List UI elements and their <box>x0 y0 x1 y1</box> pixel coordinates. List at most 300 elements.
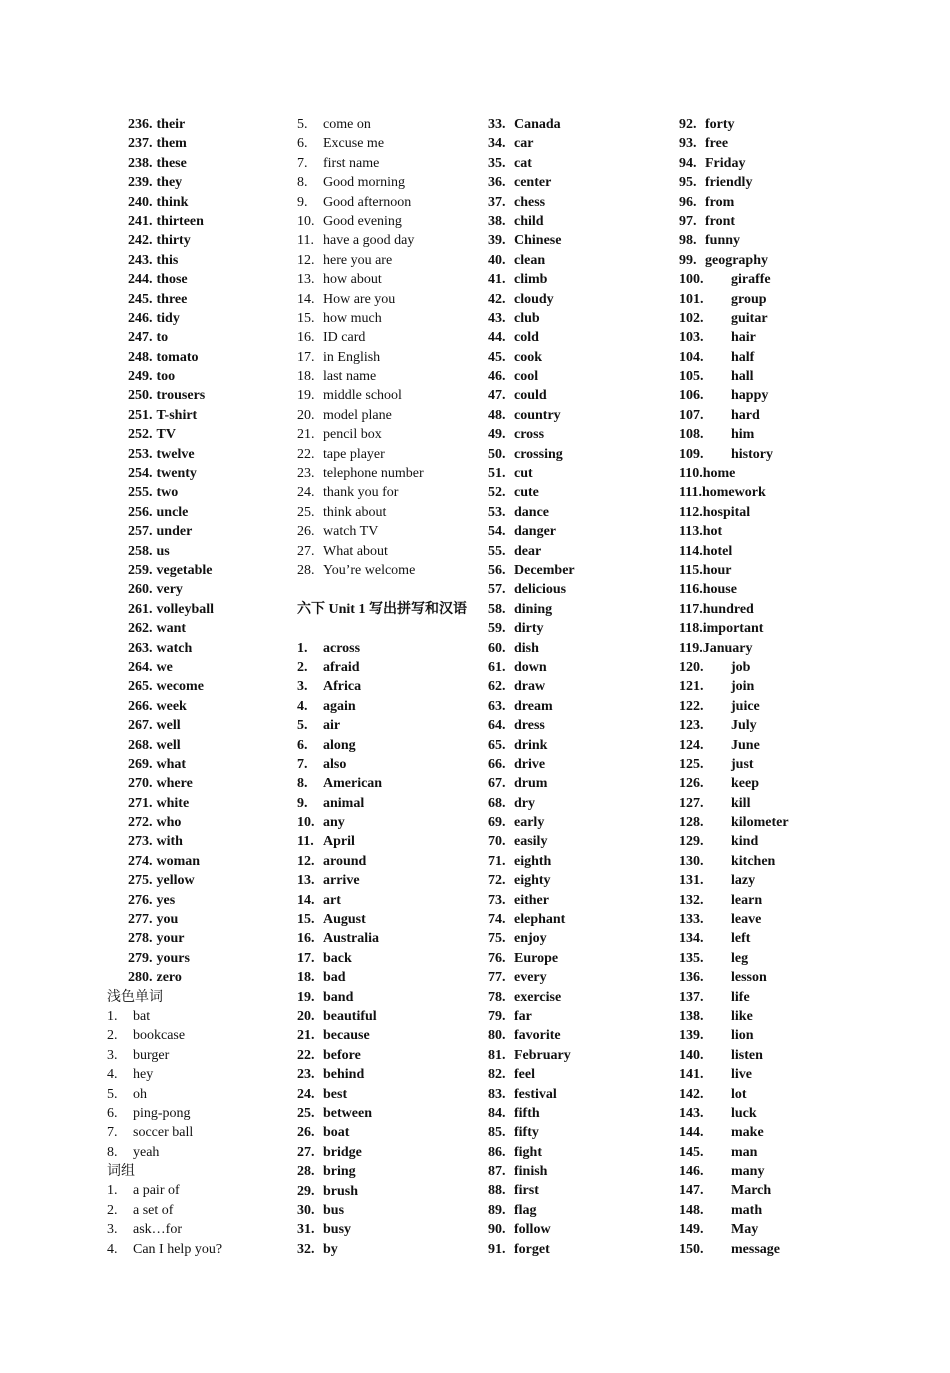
list-item <box>679 270 864 289</box>
item-number: 10. <box>297 213 315 229</box>
list-item <box>297 677 482 696</box>
item-word: very <box>156 582 183 598</box>
item-word: keep <box>731 776 759 792</box>
item-word: cool <box>514 369 539 385</box>
unit-heading: 六下 Unit 1 写出拼写和汉语 <box>297 601 467 617</box>
list-item <box>297 212 482 231</box>
list-item <box>297 1201 482 1220</box>
list-item <box>128 542 292 561</box>
list-item <box>128 871 292 890</box>
item-word: where <box>156 776 193 792</box>
list-item <box>679 1123 864 1142</box>
item-word: this <box>156 252 179 268</box>
item-number: 28. <box>297 562 315 578</box>
list-item <box>488 134 673 153</box>
item-number: 149. <box>679 1222 704 1238</box>
list-item <box>297 988 482 1007</box>
item-number: 141. <box>679 1067 704 1083</box>
item-number: 59. <box>488 621 506 637</box>
item-word: draw <box>514 679 546 695</box>
column-1 <box>107 115 292 1259</box>
list-item <box>488 115 673 134</box>
list-item <box>107 1201 292 1220</box>
item-number: 24. <box>297 485 315 501</box>
item-number: 11. <box>297 834 314 850</box>
item-word: back <box>323 950 352 966</box>
list-item <box>297 639 482 658</box>
list-item <box>297 542 482 561</box>
list-item <box>107 1026 292 1045</box>
item-number: 90. <box>488 1222 506 1238</box>
list-item <box>679 1065 864 1084</box>
list-item <box>128 794 292 813</box>
item-word: April <box>323 834 355 850</box>
item-number: 7. <box>107 1125 118 1141</box>
item-word: first <box>514 1183 539 1199</box>
item-word: bring <box>323 1164 356 1180</box>
item-number: 66. <box>488 756 506 772</box>
item-number: 139. <box>679 1028 704 1044</box>
item-number: 3. <box>107 1222 118 1238</box>
item-number: 7. <box>297 155 308 171</box>
item-number: 83. <box>488 1086 506 1102</box>
item-word: hey <box>133 1067 154 1083</box>
item-word: across <box>323 640 361 656</box>
list-item <box>128 425 292 444</box>
list-item <box>107 1123 292 1142</box>
item-word: How are you <box>323 291 396 307</box>
item-word: thank you for <box>323 485 399 501</box>
list-item <box>488 1085 673 1104</box>
item-number: 146. <box>679 1164 704 1180</box>
item-word: them <box>156 136 187 152</box>
list-item <box>488 1065 673 1084</box>
list-item <box>128 348 292 367</box>
item-number: 142. <box>679 1086 704 1102</box>
item-word: your <box>156 931 185 947</box>
list-item <box>107 1143 292 1162</box>
list-item <box>488 231 673 250</box>
list-item <box>679 736 864 755</box>
list-item <box>679 910 864 929</box>
item-number: 131. <box>679 873 704 889</box>
item-word: You’re welcome <box>323 562 416 578</box>
item-number: 10. <box>297 815 315 831</box>
item-word: job <box>731 659 751 675</box>
list-item <box>679 832 864 851</box>
list-item <box>679 522 864 541</box>
item-number: 87. <box>488 1164 506 1180</box>
list-item <box>297 406 482 425</box>
item-number: 23. <box>297 1067 315 1083</box>
item-word: flag <box>514 1202 537 1218</box>
item-number: 80. <box>488 1028 506 1044</box>
item-word: man <box>731 1144 758 1160</box>
item-number: 61. <box>488 659 506 675</box>
item-number: 129. <box>679 834 704 850</box>
list-item <box>679 1240 864 1259</box>
item-word: February <box>514 1047 571 1063</box>
item-number: 93. <box>679 136 697 152</box>
item-number: 65. <box>488 737 506 753</box>
item-number: 120. <box>679 659 704 675</box>
item-word: ask…for <box>133 1222 182 1238</box>
item-number: 22. <box>297 1047 315 1063</box>
item-word: thirteen <box>156 213 204 229</box>
list-item <box>297 367 482 386</box>
item-word: geography <box>705 252 768 268</box>
item-number: 241. <box>128 213 153 229</box>
item-word: watch TV <box>323 524 379 540</box>
item-word: August <box>323 912 366 928</box>
item-word: dining <box>514 601 553 617</box>
item-word: elephant <box>514 912 566 928</box>
item-number: 88. <box>488 1183 506 1199</box>
item-number: 259. <box>128 562 153 578</box>
item-word: come on <box>323 117 371 132</box>
item-number: 279. <box>128 950 153 966</box>
item-number: 269. <box>128 756 153 772</box>
list-item <box>679 1162 864 1181</box>
item-word: fifth <box>514 1105 540 1121</box>
list-item <box>488 968 673 987</box>
item-word: leg <box>731 950 749 966</box>
list-item <box>679 445 864 464</box>
item-word: eighty <box>514 873 551 889</box>
item-number: 26. <box>297 524 315 540</box>
item-number: 35. <box>488 155 506 171</box>
list-item <box>488 794 673 813</box>
list-item <box>488 677 673 696</box>
list-item <box>297 891 482 910</box>
list-item <box>679 290 864 309</box>
item-word: message <box>731 1241 780 1257</box>
item-number: 242. <box>128 233 153 249</box>
list-item <box>679 328 864 347</box>
item-number: 1. <box>107 1183 118 1199</box>
unit-words-list-120-150 <box>679 658 864 1259</box>
item-number: 140. <box>679 1047 704 1063</box>
list-item <box>488 328 673 347</box>
item-number: 16. <box>297 931 315 947</box>
item-number: 6. <box>107 1105 118 1121</box>
item-number: 250. <box>128 388 153 404</box>
list-item <box>128 231 292 250</box>
item-word: could <box>514 388 547 404</box>
item-number: 106. <box>679 388 704 404</box>
list-item <box>297 193 482 212</box>
item-number: 262. <box>128 621 153 637</box>
item-word: tape player <box>323 446 385 462</box>
item-number: 271. <box>128 795 153 811</box>
item-word: cloudy <box>514 291 554 307</box>
item-word: model plane <box>323 407 392 423</box>
list-item <box>297 697 482 716</box>
list-item <box>128 154 292 173</box>
item-word: lion <box>731 1028 754 1044</box>
item-number: 148. <box>679 1202 704 1218</box>
list-item <box>107 1104 292 1123</box>
item-word: dream <box>514 698 553 714</box>
item-word: climb <box>514 272 548 288</box>
item-number: 4. <box>297 698 308 714</box>
item-number: 122. <box>679 698 704 714</box>
item-number: 134. <box>679 931 704 947</box>
list-item <box>679 619 864 638</box>
item-word: finish <box>514 1164 548 1180</box>
item-word: December <box>514 562 575 578</box>
item-number: 30. <box>297 1202 315 1218</box>
item-word: burger <box>133 1047 170 1063</box>
item-word: cute <box>514 485 539 501</box>
item-word: with <box>156 834 183 850</box>
item-word: how about <box>323 272 382 288</box>
item-word: fifty <box>514 1125 539 1141</box>
item-word: you <box>156 912 179 928</box>
list-item <box>128 290 292 309</box>
list-item <box>297 832 482 851</box>
list-item <box>297 503 482 522</box>
list-item <box>488 251 673 270</box>
item-number: 251. <box>128 407 153 423</box>
item-number: 6. <box>297 737 308 753</box>
list-item <box>107 1181 292 1200</box>
item-word: between <box>323 1105 372 1121</box>
item-word: watch <box>156 640 193 656</box>
list-item <box>488 561 673 580</box>
item-number: 8. <box>297 776 308 792</box>
item-word: T-shirt <box>156 407 198 423</box>
item-word: crossing <box>514 446 563 462</box>
list-item <box>679 1181 864 1200</box>
item-number: 238. <box>128 155 153 171</box>
phrases-heading: 词组 <box>107 1164 135 1180</box>
item-number: 135. <box>679 950 704 966</box>
item-word: busy <box>323 1222 352 1238</box>
item-word: yes <box>156 892 176 908</box>
item-number: 17. <box>297 950 315 966</box>
item-word: giraffe <box>731 272 771 288</box>
item-number: 50. <box>488 446 506 462</box>
item-word: American <box>323 776 383 792</box>
item-number: 13. <box>297 272 315 288</box>
item-number: 249. <box>128 369 153 385</box>
item-word: volleyball <box>156 601 215 617</box>
item-word: hundred <box>702 601 754 617</box>
list-item <box>297 386 482 405</box>
list-item <box>679 949 864 968</box>
item-word: think <box>156 194 189 210</box>
list-item <box>679 542 864 561</box>
list-item <box>128 212 292 231</box>
list-item <box>679 425 864 444</box>
list-item <box>297 1220 482 1239</box>
item-number: 246. <box>128 310 153 326</box>
item-word: also <box>323 756 347 772</box>
item-number: 145. <box>679 1144 704 1160</box>
item-number: 128. <box>679 815 704 831</box>
list-item <box>488 619 673 638</box>
item-word: tidy <box>156 310 180 326</box>
list-item <box>297 1007 482 1026</box>
item-number: 267. <box>128 718 153 734</box>
list-item <box>679 716 864 735</box>
list-item <box>128 445 292 464</box>
item-word: every <box>514 970 547 986</box>
item-word: Australia <box>323 931 379 947</box>
unit-words-list-continued <box>488 115 673 1259</box>
item-word: again <box>323 698 356 714</box>
list-item <box>488 542 673 561</box>
item-number: 19. <box>297 989 315 1005</box>
item-word: Good evening <box>323 213 402 229</box>
list-item <box>488 1162 673 1181</box>
phrases-list-continued <box>297 115 482 580</box>
item-number: 274. <box>128 853 153 869</box>
item-word: club <box>514 310 540 326</box>
item-number: 118. <box>679 621 703 637</box>
list-item <box>297 231 482 250</box>
list-item <box>679 386 864 405</box>
item-word: soccer ball <box>133 1125 194 1141</box>
list-item <box>488 386 673 405</box>
item-number: 20. <box>297 1008 315 1024</box>
item-number: 12. <box>297 252 315 268</box>
list-item <box>488 445 673 464</box>
item-number: 277. <box>128 912 153 928</box>
item-number: 143. <box>679 1105 704 1121</box>
list-item <box>107 1220 292 1239</box>
list-item <box>297 561 482 580</box>
item-number: 256. <box>128 504 153 520</box>
list-item <box>128 910 292 929</box>
item-word: history <box>731 446 773 462</box>
list-item <box>679 115 864 134</box>
column-2 <box>297 115 482 1259</box>
item-word: these <box>156 155 187 171</box>
list-item <box>128 193 292 212</box>
list-item <box>679 639 864 658</box>
list-item <box>297 134 482 153</box>
item-word: friendly <box>705 175 753 191</box>
item-word: child <box>514 213 544 229</box>
list-item <box>297 1046 482 1065</box>
item-word: from <box>705 194 735 210</box>
item-word: they <box>156 175 183 191</box>
item-number: 26. <box>297 1125 315 1141</box>
list-item <box>297 949 482 968</box>
item-number: 22. <box>297 446 315 462</box>
list-item <box>679 1026 864 1045</box>
item-word: down <box>514 659 547 675</box>
list-item <box>128 483 292 502</box>
item-word: last name <box>323 369 377 385</box>
item-word: behind <box>323 1067 365 1083</box>
item-word: three <box>156 291 188 307</box>
item-word: far <box>514 1008 532 1024</box>
item-number: 265. <box>128 679 153 695</box>
item-word: thirty <box>156 233 191 249</box>
item-word: house <box>702 582 737 598</box>
list-item <box>679 580 864 599</box>
item-word: cross <box>514 427 545 443</box>
item-word: dear <box>514 543 542 559</box>
list-item <box>297 1240 482 1259</box>
item-number: 280. <box>128 970 153 986</box>
item-number: 126. <box>679 776 704 792</box>
item-number: 79. <box>488 1008 506 1024</box>
item-word: July <box>731 718 757 734</box>
item-number: 260. <box>128 582 153 598</box>
item-number: 62. <box>488 679 506 695</box>
item-word: country <box>514 407 561 423</box>
item-word: forty <box>705 117 735 132</box>
list-item <box>488 425 673 444</box>
item-word: bookcase <box>133 1028 186 1044</box>
item-word: car <box>514 136 534 152</box>
list-item <box>679 251 864 270</box>
list-item <box>488 910 673 929</box>
item-word: afraid <box>323 659 360 675</box>
list-item <box>679 212 864 231</box>
list-item <box>297 290 482 309</box>
item-number: 5. <box>107 1086 118 1102</box>
item-word: juice <box>731 698 760 714</box>
item-word: listen <box>731 1047 763 1063</box>
item-number: 111. <box>679 485 702 501</box>
item-word: homework <box>701 485 766 501</box>
item-number: 123. <box>679 718 704 734</box>
item-number: 278. <box>128 931 153 947</box>
item-word: ping-pong <box>133 1105 191 1121</box>
light-words-heading: 浅色单词 <box>107 989 163 1005</box>
item-number: 69. <box>488 815 506 831</box>
list-item <box>488 949 673 968</box>
list-item <box>679 813 864 832</box>
item-number: 2. <box>297 659 308 675</box>
list-item <box>128 561 292 580</box>
item-number: 266. <box>128 698 153 714</box>
item-word: dish <box>514 640 539 656</box>
item-number: 36. <box>488 175 506 191</box>
item-number: 97. <box>679 213 697 229</box>
list-item <box>679 134 864 153</box>
item-number: 7. <box>297 756 308 772</box>
list-item <box>488 1026 673 1045</box>
item-number: 47. <box>488 388 506 404</box>
item-word: Excuse me <box>323 136 385 152</box>
list-item <box>488 580 673 599</box>
list-item <box>297 425 482 444</box>
list-item <box>488 483 673 502</box>
item-number: 117. <box>679 601 703 617</box>
list-item <box>128 852 292 871</box>
item-number: 276. <box>128 892 153 908</box>
list-item <box>488 755 673 774</box>
item-word: under <box>156 524 193 540</box>
item-word: life <box>731 989 750 1005</box>
list-item <box>128 832 292 851</box>
item-number: 5. <box>297 718 308 734</box>
item-number: 25. <box>297 1105 315 1121</box>
item-number: 64. <box>488 718 506 734</box>
list-item <box>488 988 673 1007</box>
list-item <box>679 503 864 522</box>
list-item <box>679 794 864 813</box>
list-item <box>679 1085 864 1104</box>
item-number: 144. <box>679 1125 704 1141</box>
list-item <box>488 639 673 658</box>
